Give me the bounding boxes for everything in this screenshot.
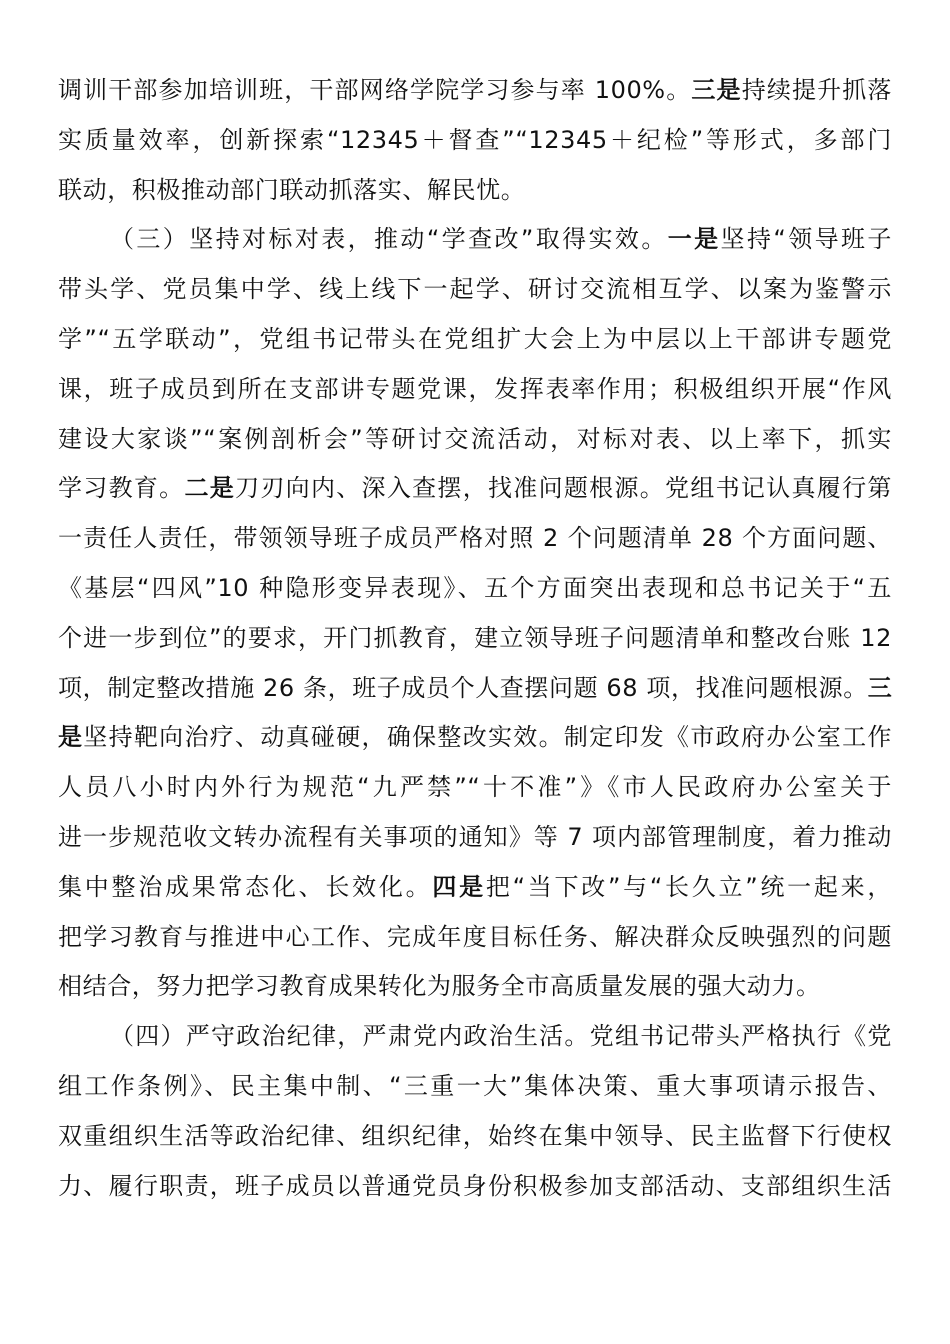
paragraph-p-cont — [58, 66, 892, 215]
text-segment: 进一步规范收文转办流程有关事项的通知》等 7 项内部管理制度，着力推动 — [58, 822, 892, 851]
text-line — [58, 863, 892, 913]
document-page — [58, 66, 892, 1211]
bold-keyword: 一是 — [667, 225, 721, 254]
paragraph-p-3 — [58, 215, 892, 1012]
text-line — [58, 813, 892, 863]
text-segment: 持续提升抓落 — [741, 76, 892, 104]
text-segment: 调训干部参加培训班，干部网络学院学习参与率 100%。 — [58, 76, 692, 104]
text-segment: 集中整治成果常态化、长效化。 — [58, 872, 433, 901]
text-segment: 学”“五学联动”，党组书记带头在党组扩大会上为中层以上干部讲专题党 — [58, 324, 892, 353]
text-segment: 实质量效率，创新探索“12345＋督查”“12345＋纪检”等形式，多部门 — [58, 125, 892, 154]
text-line — [58, 713, 892, 763]
text-line — [58, 1062, 892, 1112]
text-line — [58, 1112, 892, 1162]
text-segment: 坚持靶向治疗、动真碰硬，确保整改实效。制定印发《市政府办公室工作 — [83, 723, 892, 752]
text-segment: 坚持“领导班子 — [720, 225, 892, 254]
text-segment: 个进一步到位”的要求，开门抓教育，建立领导班子问题清单和整改台账 12 — [58, 623, 892, 652]
text-segment: 组工作条例》、民主集中制、“三重一大”集体决策、重大事项请示报告、 — [58, 1071, 892, 1100]
text-line — [58, 365, 892, 415]
text-line — [58, 315, 892, 365]
text-segment: 一责任人责任，带领领导班子成员严格对照 2 个问题清单 28 个方面问题、 — [58, 524, 892, 553]
text-line — [58, 664, 892, 714]
text-line — [58, 415, 892, 465]
text-segment: 课，班子成员到所在支部讲专题党课，发挥表率作用；积极组织开展“作风 — [58, 374, 892, 403]
text-line — [58, 1012, 892, 1062]
text-line — [58, 116, 892, 166]
text-segment: 相结合，努力把学习教育成果转化为服务全市高质量发展的强大动力。 — [58, 972, 821, 1001]
text-segment: 力、履行职责，班子成员以普通党员身份积极参加支部活动、支部组织生活 — [58, 1171, 892, 1200]
text-line — [58, 564, 892, 614]
text-segment: （三）坚持对标对表，推动“学查改”取得实效。 — [110, 225, 668, 254]
text-segment: 把学习教育与推进中心工作、完成年度目标任务、解决群众反映强烈的问题 — [58, 922, 892, 951]
text-segment: 带头学、党员集中学、线上线下一起学、研讨交流相互学、以案为鉴警示 — [58, 275, 892, 304]
bold-keyword: 三是 — [691, 76, 742, 104]
text-segment: 学习教育。 — [58, 474, 185, 503]
text-line — [58, 763, 892, 813]
text-line — [58, 66, 892, 116]
text-segment: 双重组织生活等政治纪律、组织纪律，始终在集中领导、民主监督下行使权 — [58, 1121, 892, 1150]
paragraph-p-4 — [58, 1012, 892, 1211]
bold-keyword: 三 — [867, 673, 893, 702]
text-line — [58, 464, 892, 514]
text-segment: （四）严守政治纪律，严肃党内政治生活。党组书记带头严格执行《党 — [110, 1022, 892, 1051]
text-segment: 人员八小时内外行为规范“九严禁”“十不准”》《市人民政府办公室关于 — [58, 773, 892, 802]
text-line — [58, 265, 892, 315]
text-line — [58, 514, 892, 564]
text-line — [58, 215, 892, 265]
text-segment: 《基层“四风”10 种隐形变异表现》、五个方面突出表现和总书记关于“五 — [58, 573, 892, 602]
text-segment: 建设大家谈”“案例剖析会”等研讨交流活动，对标对表、以上率下，抓实 — [58, 424, 892, 453]
text-segment: 联动，积极推动部门联动抓落实、解民忧。 — [58, 175, 526, 204]
text-segment: 刀刃向内、深入查摆，找准问题根源。党组书记认真履行第 — [235, 474, 892, 503]
text-line — [58, 166, 892, 216]
text-line — [58, 614, 892, 664]
bold-keyword: 是 — [58, 723, 84, 752]
text-line — [58, 1162, 892, 1212]
text-segment: 项，制定整改措施 26 条，班子成员个人查摆问题 68 项，找准问题根源。 — [58, 673, 868, 702]
text-segment: 把“当下改”与“长久立”统一起来， — [485, 872, 893, 901]
bold-keyword: 二是 — [184, 474, 236, 503]
text-line — [58, 962, 892, 1012]
bold-keyword: 四是 — [432, 872, 486, 901]
text-line — [58, 913, 892, 963]
